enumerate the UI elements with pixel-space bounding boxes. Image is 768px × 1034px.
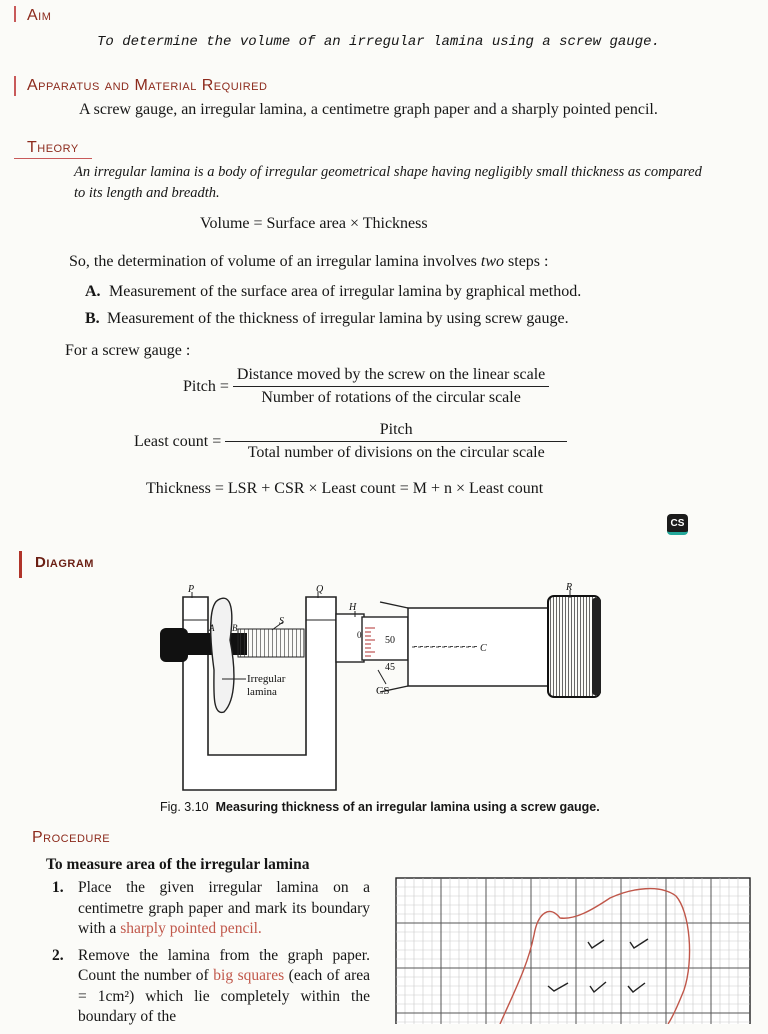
label-b: B: [232, 623, 238, 633]
label-lamina-2: lamina: [247, 686, 277, 698]
lamina-shape: [211, 598, 234, 712]
step-b: B. Measurement of the thickness of irregular lamina by using screw gauge.: [85, 310, 569, 327]
step-a: A. Measurement of the surface area of irregular lamina by graphical method.: [85, 283, 582, 300]
label-a: A: [209, 623, 215, 633]
diagram-heading: Diagram: [35, 554, 94, 571]
label-r: R: [566, 582, 573, 593]
aim-text: To determine the volume of an irregular lamina using a screw gauge.: [97, 34, 660, 50]
volume-formula: Volume = Surface area × Thickness: [200, 215, 428, 232]
label-h: H: [349, 602, 357, 613]
least-count-numerator: Pitch: [225, 421, 567, 442]
label-zero: 0: [357, 630, 362, 640]
label-q: Q: [316, 584, 324, 595]
thickness-formula: Thickness = LSR + CSR × Least count = M + n × Least count: [146, 480, 544, 497]
label-cs: CS: [376, 685, 390, 697]
pitch-numerator: Distance moved by the screw on the linear scale: [233, 366, 549, 387]
procedure-subheading: To measure area of the irregular lamina: [46, 856, 310, 873]
least-count-denominator: Total number of divisions on the circular scale: [247, 444, 545, 461]
apparatus-heading: Apparatus and Material Required: [27, 77, 268, 94]
label-lamina-1: Irregular: [247, 673, 286, 685]
aim-heading: Aim: [27, 7, 52, 24]
label-s: S: [279, 616, 284, 627]
label-c: C: [480, 643, 487, 654]
list-item: 2. Remove the lamina from the graph paper. Count the number of big squares (each of area = 1cm²) which lie completely within the boundary of the: [52, 946, 371, 1025]
camscanner-badge: CS: [667, 514, 688, 535]
pitch-formula: Pitch = $\frac{\text{Distance moved by the screw on the linear scale}}{\text{Number of rotations of the circular scale}}$: [183, 366, 549, 407]
least-count-formula: Least count = $\frac{\text{Pitch}}{\text{Total number of divisions on the circular scale}}$: [134, 421, 567, 462]
graph-paper: [396, 878, 750, 1024]
theory-heading: Theory: [27, 139, 79, 156]
label-50: 50: [385, 635, 395, 646]
procedure-list: [52, 878, 370, 1034]
label-p: P: [188, 584, 195, 595]
theory-intro-line1: An irregular lamina is a body of irregular geometrical shape having negligibly small thickness as compared: [74, 164, 702, 180]
list-item: 1. Place the given irregular lamina on a centimetre graph paper and mark its boundary with a sharply pointed pencil.: [52, 879, 370, 937]
gauge-intro: For a screw gauge :: [65, 342, 191, 359]
pitch-denominator: Number of rotations of the circular scale: [261, 389, 521, 406]
procedure-heading: Procedure: [32, 829, 111, 846]
steps-intro: So, the determination of volume of an irregular lamina involves two steps :: [69, 253, 549, 270]
apparatus-text: A screw gauge, an irregular lamina, a centimetre graph paper and a sharply pointed pencil.: [79, 101, 658, 118]
screw-thread: [238, 629, 304, 657]
theory-intro-line2: to its length and breadth.: [74, 185, 220, 201]
figure-caption: Fig. 3.10 Measuring thickness of an irregular lamina using a screw gauge.: [160, 800, 600, 814]
label-45: 45: [385, 662, 395, 673]
